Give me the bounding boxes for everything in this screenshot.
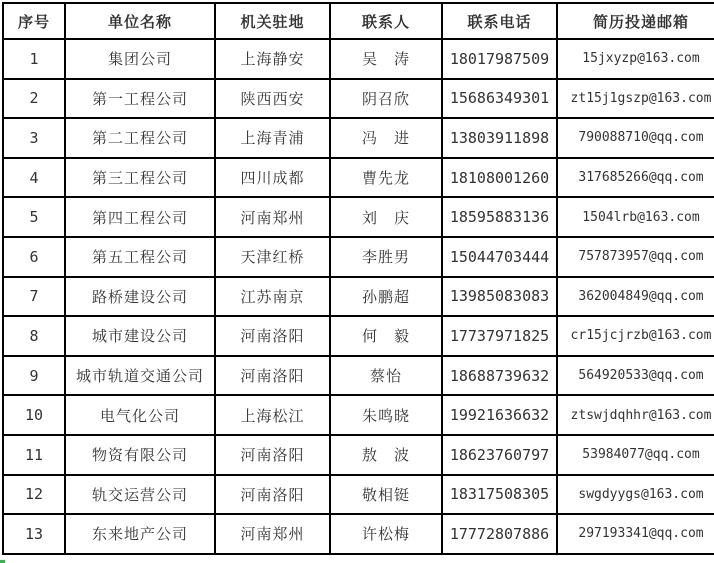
table-row: [3, 79, 714, 119]
cell-location: 天津红桥: [215, 237, 330, 277]
cell-index: 11: [3, 435, 65, 475]
cell-contact: 敬相铤: [330, 475, 442, 515]
cell-index: 7: [3, 277, 65, 317]
table-row: [3, 475, 714, 515]
cell-phone: 19921636632: [442, 395, 557, 435]
cell-company: 轨交运营公司: [65, 475, 215, 515]
cell-contact: 敖 波: [330, 435, 442, 475]
cell-phone: 13985083083: [442, 277, 557, 317]
cell-location: 陕西西安: [215, 79, 330, 119]
table-row: [3, 356, 714, 396]
cell-email: 53984077@qq.com: [557, 435, 714, 475]
table-row: [3, 435, 714, 475]
header-location: 机关驻地: [215, 3, 330, 39]
cell-location: 四川成都: [215, 158, 330, 198]
table-row: [3, 395, 714, 435]
cell-phone: 18317508305: [442, 475, 557, 515]
page: [0, 2, 714, 563]
table-row: [3, 158, 714, 198]
cell-phone: 15686349301: [442, 79, 557, 119]
cell-company: 物资有限公司: [65, 435, 215, 475]
cell-phone: 18688739632: [442, 356, 557, 396]
cell-location: 上海静安: [215, 39, 330, 79]
header-contact: 联系人: [330, 3, 442, 39]
cell-email: 15jxyzp@163.com: [557, 39, 714, 79]
cell-email: 564920533@qq.com: [557, 356, 714, 396]
cell-contact: 李胜男: [330, 237, 442, 277]
cell-location: 上海松江: [215, 395, 330, 435]
cell-company: 第三工程公司: [65, 158, 215, 198]
cell-index: 13: [3, 514, 65, 554]
cell-location: 河南洛阳: [215, 475, 330, 515]
cell-phone: 18017987509: [442, 39, 557, 79]
cell-location: 河南洛阳: [215, 435, 330, 475]
cell-company: 城市轨道交通公司: [65, 356, 215, 396]
cell-company: 东来地产公司: [65, 514, 215, 554]
cell-phone: 18623760797: [442, 435, 557, 475]
header-index: 序号: [3, 3, 65, 39]
cell-email: swgdyygs@163.com: [557, 475, 714, 515]
cell-location: 江苏南京: [215, 277, 330, 317]
cell-index: 1: [3, 39, 65, 79]
cell-email: zt15j1gszp@163.com: [557, 79, 714, 119]
cell-contact: 阴召欣: [330, 79, 442, 119]
cell-email: 362004849@qq.com: [557, 277, 714, 317]
cell-index: 8: [3, 316, 65, 356]
cell-index: 10: [3, 395, 65, 435]
cell-location: 河南郑州: [215, 514, 330, 554]
cell-email: 297193341@qq.com: [557, 514, 714, 554]
cell-index: 6: [3, 237, 65, 277]
cell-contact: 朱鸣晓: [330, 395, 442, 435]
cell-location: 河南洛阳: [215, 316, 330, 356]
table-row: [3, 514, 714, 554]
cell-phone: 18595883136: [442, 197, 557, 237]
cell-company: 第二工程公司: [65, 118, 215, 158]
cell-phone: 18108001260: [442, 158, 557, 198]
cell-email: 1504lrb@163.com: [557, 197, 714, 237]
cell-email: 757873957@qq.com: [557, 237, 714, 277]
cell-company: 城市建设公司: [65, 316, 215, 356]
cell-index: 5: [3, 197, 65, 237]
table-body: [3, 39, 714, 554]
cell-phone: 17737971825: [442, 316, 557, 356]
cell-phone: 17772807886: [442, 514, 557, 554]
cell-company: 第四工程公司: [65, 197, 215, 237]
cell-location: 河南郑州: [215, 197, 330, 237]
cell-index: 3: [3, 118, 65, 158]
header-email: 简历投递邮箱: [557, 3, 714, 39]
header-company: 单位名称: [65, 3, 215, 39]
cell-phone: 15044703444: [442, 237, 557, 277]
cell-company: 第五工程公司: [65, 237, 215, 277]
cell-company: 电气化公司: [65, 395, 215, 435]
cell-phone: 13803911898: [442, 118, 557, 158]
cell-contact: 曹先龙: [330, 158, 442, 198]
cell-contact: 何 毅: [330, 316, 442, 356]
cell-contact: 刘 庆: [330, 197, 442, 237]
cell-index: 12: [3, 475, 65, 515]
cell-contact: 许松梅: [330, 514, 442, 554]
contact-table: [2, 2, 714, 555]
cell-contact: 吴 涛: [330, 39, 442, 79]
cell-company: 路桥建设公司: [65, 277, 215, 317]
cell-index: 2: [3, 79, 65, 119]
cell-index: 9: [3, 356, 65, 396]
cell-email: cr15jcjrzb@163.com: [557, 316, 714, 356]
cell-email: ztswjdqhhr@163.com: [557, 395, 714, 435]
cell-company: 集团公司: [65, 39, 215, 79]
cell-location: 河南洛阳: [215, 356, 330, 396]
cell-email: 317685266@qq.com: [557, 158, 714, 198]
table-row: [3, 237, 714, 277]
cell-company: 第一工程公司: [65, 79, 215, 119]
table-row: [3, 118, 714, 158]
header-row: [3, 3, 714, 39]
cell-contact: 蔡怡: [330, 356, 442, 396]
cell-index: 4: [3, 158, 65, 198]
cell-email: 790088710@qq.com: [557, 118, 714, 158]
table-header: [3, 3, 714, 39]
table-row: [3, 316, 714, 356]
cell-contact: 冯 进: [330, 118, 442, 158]
header-phone: 联系电话: [442, 3, 557, 39]
cell-location: 上海青浦: [215, 118, 330, 158]
table-row: [3, 39, 714, 79]
table-row: [3, 197, 714, 237]
cell-contact: 孙鹏超: [330, 277, 442, 317]
table-row: [3, 277, 714, 317]
